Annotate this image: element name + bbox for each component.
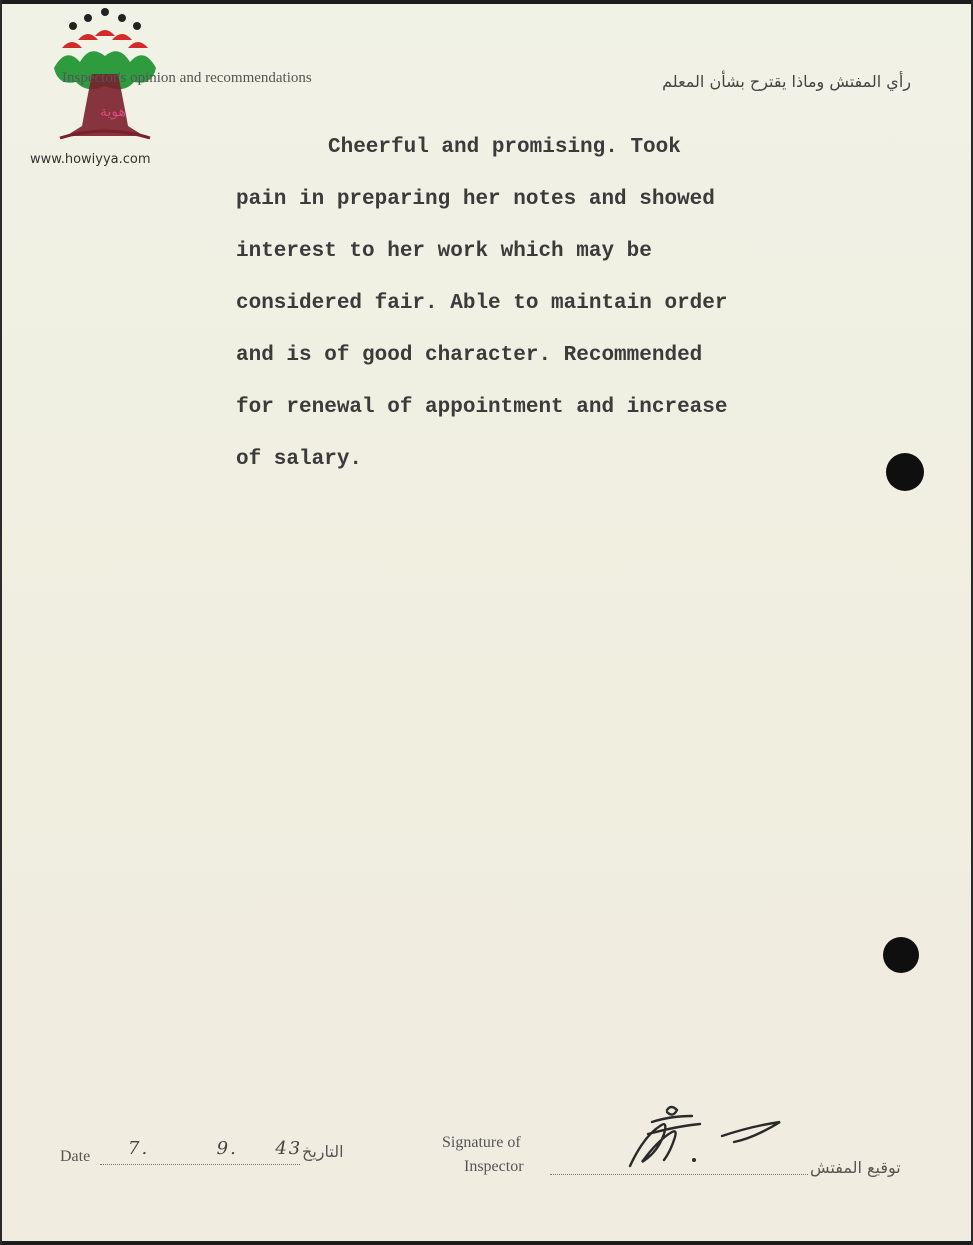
remark-line: pain in preparing her notes and showed — [236, 188, 715, 211]
signature-footer — [0, 1120, 973, 1200]
date-label: Date — [60, 1148, 91, 1165]
scan-edge-left — [0, 0, 2, 1245]
date-day: 7. — [128, 1138, 150, 1159]
signature-label-arabic: توقيع المفتش — [810, 1158, 901, 1177]
remark-line: and is of good character. Recommended — [236, 344, 703, 367]
handwritten-signature-icon — [622, 1104, 787, 1174]
remark-line: for renewal of appointment and increase — [236, 396, 728, 419]
date-dotted-line — [100, 1164, 300, 1165]
scan-edge-top — [0, 0, 973, 4]
date-value — [128, 1138, 308, 1159]
remark-line: interest to her work which may be — [236, 240, 652, 263]
scan-edge-bottom — [0, 1241, 973, 1245]
date-year: 43 — [275, 1138, 303, 1159]
signature-label-inspector: Inspector — [464, 1158, 524, 1175]
inspector-remarks — [236, 128, 836, 492]
remark-line: Cheerful and promising. Took — [328, 136, 681, 159]
date-label-arabic: التاريخ — [302, 1142, 344, 1161]
header-label-english: Inspector's opinion and recommendations — [62, 70, 312, 86]
remark-line: considered fair. Able to maintain order — [236, 292, 728, 315]
header-label-arabic: رأي المفتش وماذا يقترح بشأن المعلم — [662, 72, 911, 91]
svg-text:ﻫﻮﻳﺔ: ﻫﻮﻳﺔ — [100, 104, 127, 120]
punch-hole — [886, 453, 924, 491]
signature-dotted-line — [550, 1174, 808, 1175]
punch-hole — [883, 937, 919, 973]
watermark-url: www.howiyya.com — [30, 152, 151, 167]
signature-label: Signature of — [442, 1134, 521, 1151]
remark-line: of salary. — [236, 448, 363, 471]
date-month: 9. — [216, 1138, 238, 1159]
